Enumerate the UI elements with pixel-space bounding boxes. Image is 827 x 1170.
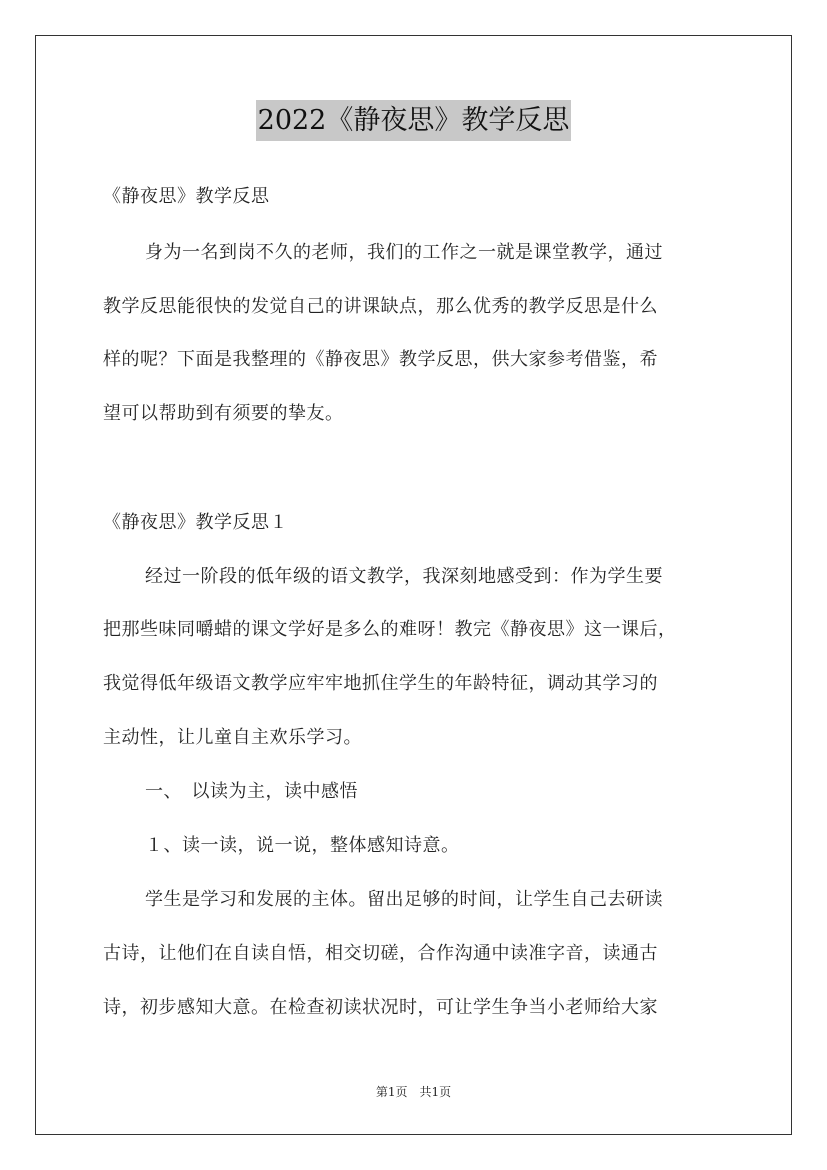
section-para-line: 主动性，让儿童自主欢乐学习。 (103, 727, 362, 748)
body-para-line: 学生是学习和发展的主体。留出足够的时间，让学生自己去研读 (145, 889, 663, 910)
document-title-wrap (0, 100, 827, 141)
document-title: 2022《静夜思》教学反思 (256, 100, 572, 141)
section-para-line: 把那些味同嚼蜡的课文学好是多么的难呀！教完《静夜思》这一课后， (103, 619, 677, 640)
subtitle: 《静夜思》教学反思 (103, 186, 270, 207)
section-para-line: 经过一阶段的低年级的语文教学，我深刻地感受到：作为学生要 (145, 566, 663, 587)
intro-line: 样的呢？下面是我整理的《静夜思》教学反思，供大家参考借鉴，希 (103, 349, 658, 370)
point-one-heading: 一、 以读为主，读中感悟 (145, 781, 358, 802)
section-heading: 《静夜思》教学反思１ (103, 512, 288, 533)
intro-line: 身为一名到岗不久的老师，我们的工作之一就是课堂教学，通过 (145, 242, 663, 263)
body-para-line: 诗，初步感知大意。在检查初读状况时，可让学生争当小老师给大家 (103, 997, 658, 1018)
intro-line: 教学反思能很快的发觉自己的讲课缺点，那么优秀的教学反思是什么 (103, 296, 658, 317)
intro-line: 望可以帮助到有须要的挚友。 (103, 403, 344, 424)
section-para-line: 我觉得低年级语文教学应牢牢地抓住学生的年龄特征，调动其学习的 (103, 673, 658, 694)
page-footer: 第1页 共1页 (375, 1085, 452, 1099)
sub-point-heading: １、读一读，说一说，整体感知诗意。 (145, 835, 460, 856)
body-para-line: 古诗，让他们在自读自悟，相交切磋，合作沟通中读准字音，读通古 (103, 943, 658, 964)
